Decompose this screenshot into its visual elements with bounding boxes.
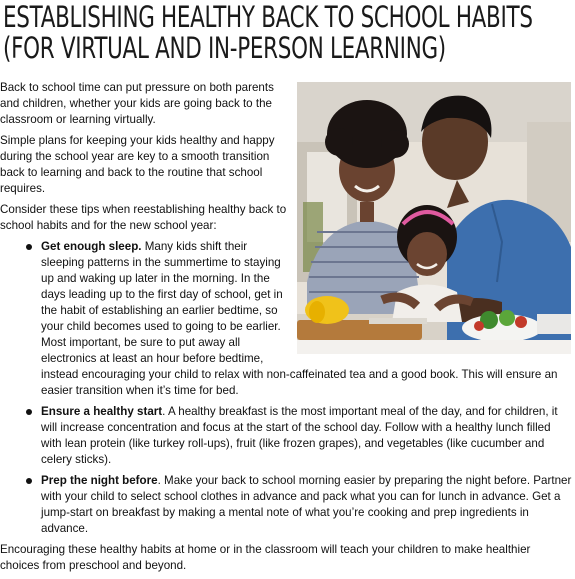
article-title [3,2,565,64]
list-item [0,404,572,468]
list-item [0,473,572,537]
title-line-2: (FOR VIRTUAL AND IN-PERSON LEARNING) [3,31,446,65]
tip-heading: Prep the night before [41,474,158,487]
bullet-icon [26,478,32,484]
article-body [0,80,572,579]
title-line-1: ESTABLISHING HEALTHY BACK TO SCHOOL HABITS [3,0,533,34]
intro-paragraph-3: Consider these tips when reestablishing healthy back to school habits and for the new school year: [0,203,287,232]
tip-heading: Get enough sleep. [41,240,142,253]
tip-text: Many kids shift their sleeping patterns in the summertime to staying up and waking up later in the morning. In the days leading up to the first day of school, get in the habit of establishing an earlier bedtime, so your child becomes used to going to be earlier. Most important, be sure to put away all electronics at least an hour before bedtime, instead encouraging your child to relax with non-caffeinated tea and a good book. This will ensure an easier transition when it’s time for bed. [41,240,558,397]
intro-paragraph-1: Back to school time can put pressure on both parents and children, whether your kids are going back to the classroom or learning virtually. [0,81,274,126]
closing-paragraph: Encouraging these healthy habits at home or in the classroom will teach your children to make healthier choices from preschool and beyond. [0,543,531,572]
tip-text: . A healthy breakfast is the most important meal of the day, and for children, it will increase concentration and focus at the start of the school day. Follow with a healthy lunch filled with lean protein (like turkey roll-ups), fruit (like frozen grapes), and vegetables (like cucumber and celery sticks). [41,405,558,466]
intro-paragraph-2: Simple plans for keeping your kids healthy and happy during the school year are key to a smooth transition back to learning and back to the routine that school requires. [0,134,275,195]
tip-heading: Ensure a healthy start [41,405,163,418]
bullet-icon [26,244,32,250]
list-item [0,239,572,399]
bullet-icon [26,409,32,415]
tip-text: . Make your back to school morning easier by preparing the night before. Partner with your child to select school clothes in advance and pack what you can for lunch in advance. Get a jump-start on breakfast by making a mental note of what you’re cooking and prep ingredients in advance. [41,474,572,535]
tips-list [0,239,572,537]
